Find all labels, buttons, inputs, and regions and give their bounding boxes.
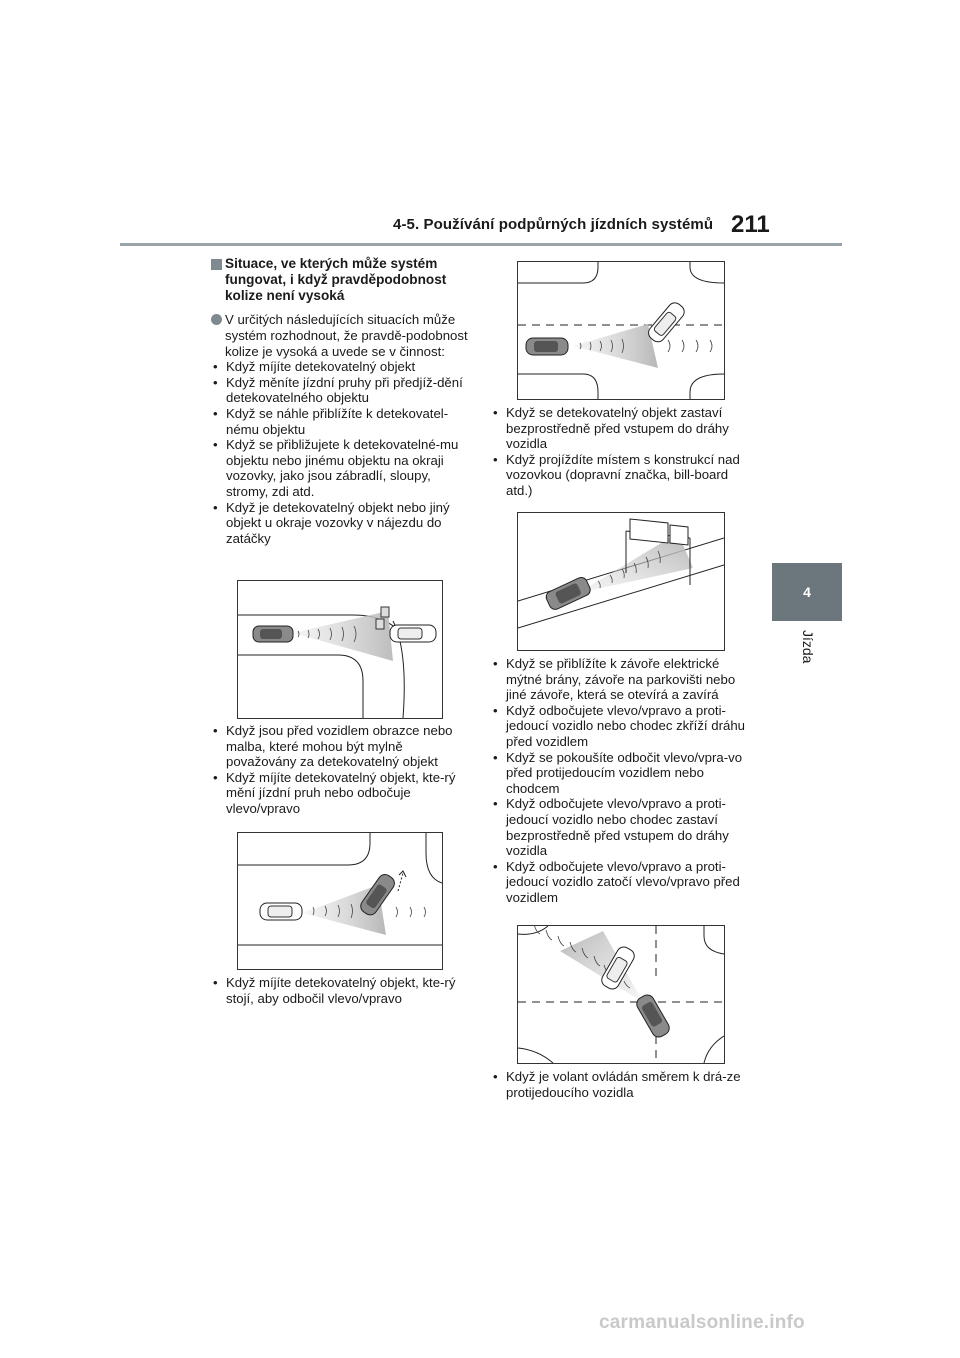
list-item: • Když se detekovatelný objekt zastaví bezprostředně před vstupem do dráhy vozidla: [491, 405, 753, 452]
header-divider: [120, 243, 842, 246]
right-column-text-top: [491, 405, 753, 499]
bullet-list: [211, 359, 473, 546]
left-column-text-bottom: [211, 975, 473, 1006]
list-item: • Když projíždíte místem s konstrukcí nad vozovkou (dopravní značka, bill-board atd.): [491, 452, 753, 499]
right-column-text-middle: [491, 656, 753, 906]
list-item: • Když je volant ovládán směrem k drá-ze protijedoucího vozidla: [491, 1069, 753, 1100]
chapter-tab: [772, 563, 842, 621]
circle-bullet-icon: [211, 314, 222, 325]
list-item: • Když odbočujete vlevo/vpravo a proti-jedoucí vozidlo nebo chodec zastaví bezprostředně před vstupem do dráhy vozidla: [491, 796, 753, 858]
figure-oncoming-turn-illustration: [517, 925, 725, 1064]
left-column-text-top: [211, 256, 473, 546]
chapter-label: Jízda: [800, 630, 816, 664]
figure-turning-vehicle-illustration: [237, 832, 443, 970]
bullet-list: [491, 656, 753, 906]
figure-intersection-illustration: [517, 261, 725, 400]
figure-curve-illustration: [237, 580, 443, 719]
section-heading: Situace, ve kterých může systém fungovat, i když pravděpodobnost kolize není vysoká: [211, 256, 473, 303]
list-item: • Když míjíte detekovatelný objekt, kte-rý mění jízdní pruh nebo odbočuje vlevo/vpravo: [211, 770, 473, 817]
intro-paragraph: V určitých následujících situacích může systém rozhodnout, že pravdě-podobnost kolize je vysoká a uvede se v činnost:: [211, 312, 473, 359]
bullet-list: [491, 1069, 753, 1100]
square-bullet-icon: [211, 259, 222, 270]
list-item: • Když se přiblížíte k závoře elektrické mýtné brány, závoře na parkovišti nebo jiné závoře, která se otevírá a zavírá: [491, 656, 753, 703]
list-item: • Když odbočujete vlevo/vpravo a proti-jedoucí vozidlo nebo chodec zkříží dráhu před vozidlem: [491, 703, 753, 750]
list-item: • Když se náhle přiblížíte k detekovatel-nému objektu: [211, 406, 473, 437]
list-item: • Když se přibližujete k detekovatelné-mu objektu nebo jinému objektu na okraji vozovky, jako jsou zábradlí, sloupy, stromy, zdi atd.: [211, 437, 473, 499]
bullet-list: [211, 975, 473, 1006]
page-number: 211: [731, 211, 770, 238]
list-item: • Když je detekovatelný objekt nebo jiný objekt u okraje vozovky v nájezdu do zatáčky: [211, 500, 473, 547]
section-title: 4-5. Používání podpůrných jízdních systémů: [393, 216, 714, 233]
list-item: • Když jsou před vozidlem obrazce nebo malba, které mohou být mylně považovány za detekovatelný objekt: [211, 723, 473, 770]
watermark: carmanualsonline.info: [599, 1312, 805, 1333]
chapter-number: 4: [803, 584, 811, 600]
list-item: • Když míjíte detekovatelný objekt: [211, 359, 473, 375]
list-item: • Když míjíte detekovatelný objekt, kte-rý stojí, aby odbočil vlevo/vpravo: [211, 975, 473, 1006]
list-item: • Když odbočujete vlevo/vpravo a proti-jedoucí vozidlo zatočí vlevo/vpravo před vozidlem: [491, 859, 753, 906]
bullet-list: [211, 723, 473, 817]
right-column-text-bottom: [491, 1069, 753, 1100]
list-item: • Když se pokoušíte odbočit vlevo/vpra-vo před protijedoucím vozidlem nebo chodcem: [491, 750, 753, 797]
bullet-list: [491, 405, 753, 499]
list-item: • Když měníte jízdní pruhy při předjíž-dění detekovatelného objektu: [211, 375, 473, 406]
figure-overhead-sign-illustration: [517, 512, 725, 651]
left-column-text-middle: [211, 723, 473, 817]
